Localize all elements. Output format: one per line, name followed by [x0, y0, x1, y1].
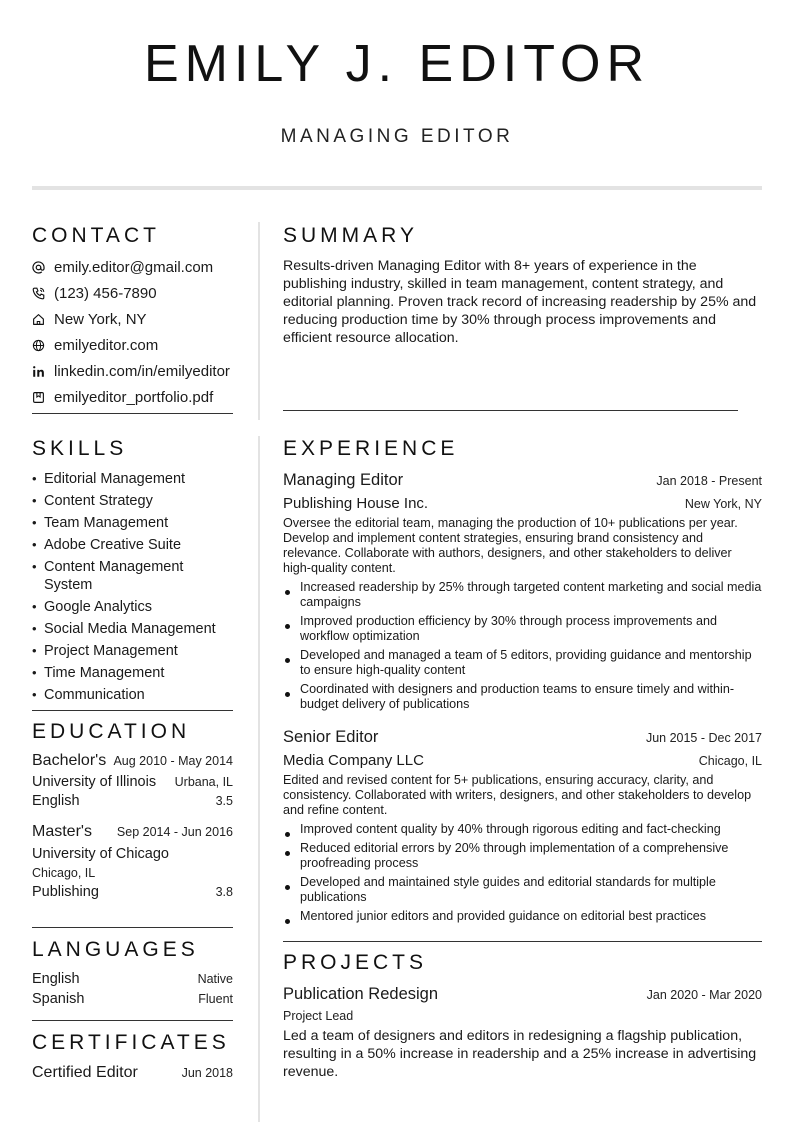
education-field: Publishing — [32, 884, 99, 900]
at-icon — [32, 261, 54, 274]
certificates-section — [32, 1031, 233, 1082]
summary-section — [283, 224, 757, 347]
portfolio-icon — [32, 391, 54, 404]
job-bullet: Developed and maintained style guides and editorial standards for multiple publications — [283, 875, 762, 905]
job-company: Media Company LLC — [283, 752, 424, 769]
skills-divider — [32, 710, 233, 711]
summary-heading: SUMMARY — [283, 224, 418, 247]
contact-location-text: New York, NY — [54, 310, 147, 328]
job-bullet: Coordinated with designers and production teams to ensure timely and within-budget delivery of publications — [283, 682, 762, 712]
project-role: Project Lead — [283, 1009, 354, 1023]
contact-portfolio[interactable] — [32, 384, 234, 410]
job-bullet: Developed and managed a team of 5 editors, providing guidance and mentorship to ensure high-quality content — [283, 648, 762, 678]
job-company: Publishing House Inc. — [283, 495, 429, 512]
contact-portfolio-text: emilyeditor_portfolio.pdf — [54, 388, 214, 406]
education-school: University of Chicago — [32, 846, 169, 862]
skill-item: • Content Management System — [32, 559, 184, 593]
job-description: Oversee the editorial team, managing the production of 10+ publications per year. Develop and implement content strategies, ensuring brand consistency and relevance. Collaborate with authors, designers, and other stakeholders to deliver high-quality content. — [283, 516, 738, 575]
skill-item: • Project Management — [32, 643, 178, 659]
job-location: Chicago, IL — [698, 754, 762, 768]
skill-item: • Social Media Management — [32, 621, 216, 637]
certificates-heading: CERTIFICATES — [32, 1031, 230, 1054]
phone-icon — [32, 287, 54, 300]
job-title: Senior Editor — [283, 728, 379, 746]
projects-heading: PROJECTS — [283, 951, 428, 974]
header-divider — [32, 186, 762, 190]
education-gpa: 3.5 — [215, 794, 233, 808]
contact-email[interactable] — [32, 254, 234, 280]
project-entry — [283, 985, 762, 1081]
resume-job-title: MANAGING EDITOR — [280, 126, 514, 147]
job-bullet: Improved production efficiency by 30% through process improvements and workflow optimization — [283, 614, 762, 644]
education-dates: Aug 2010 - May 2014 — [113, 754, 233, 768]
experience-heading: EXPERIENCE — [283, 437, 459, 460]
skill-item: • Editorial Management — [32, 471, 186, 487]
education-location: Urbana, IL — [174, 775, 233, 789]
education-section — [32, 720, 233, 900]
contact-divider — [32, 413, 233, 414]
project-name: Publication Redesign — [283, 985, 439, 1003]
skill-item: • Google Analytics — [32, 599, 153, 615]
language-item: English Native — [32, 971, 233, 987]
job-entry — [283, 728, 762, 924]
job-dates: Jan 2018 - Present — [656, 474, 762, 488]
education-school: University of Illinois — [32, 774, 157, 790]
skill-item: • Time Management — [32, 665, 165, 681]
column-divider-top — [258, 222, 260, 420]
contact-email-text: emily.editor@gmail.com — [54, 258, 214, 276]
certificate-item: Certified Editor Jun 2018 — [32, 1064, 233, 1081]
linkedin-icon — [32, 365, 54, 378]
project-dates: Jan 2020 - Mar 2020 — [646, 988, 762, 1002]
contact-linkedin[interactable] — [32, 358, 234, 384]
skill-item: • Content Strategy — [32, 493, 153, 509]
skills-list — [32, 470, 234, 704]
experience-divider — [283, 941, 762, 942]
globe-icon — [32, 339, 54, 352]
summary-divider — [283, 410, 738, 411]
experience-section — [283, 437, 762, 924]
languages-divider — [32, 1020, 233, 1021]
skill-item: • Adobe Creative Suite — [32, 537, 182, 553]
job-location: New York, NY — [684, 497, 762, 511]
job-bullet: Improved content quality by 40% through rigorous editing and fact-checking — [283, 822, 762, 837]
job-bullet: Increased readership by 25% through targeted content marketing and social media campaigns — [283, 580, 762, 610]
education-degree: Master's — [32, 823, 92, 840]
education-gpa: 3.8 — [215, 885, 233, 899]
job-entry — [283, 471, 762, 712]
education-location: Chicago, IL — [32, 866, 96, 880]
education-heading: EDUCATION — [32, 720, 191, 743]
skill-item: • Communication — [32, 687, 145, 703]
column-divider-bottom — [258, 436, 260, 1122]
education-entry — [32, 752, 233, 809]
contact-phone-text: (123) 456-7890 — [54, 284, 157, 302]
contact-website-text: emilyeditor.com — [54, 336, 159, 354]
language-item: Spanish Fluent — [32, 991, 233, 1007]
summary-text: Results-driven Managing Editor with 8+ years of experience in the publishing industry, skilled in team management, content strategy, and editorial planning. Proven track record of increasing readership by 25% and reducing production time by 30% through process improvements and efficient resource allocation. — [283, 258, 757, 346]
education-field: English — [32, 793, 80, 809]
skill-item: • Team Management — [32, 515, 169, 531]
education-entry — [32, 823, 233, 900]
contact-linkedin-text: linkedin.com/in/emilyeditor — [54, 362, 230, 380]
contact-section — [32, 224, 234, 414]
skills-section — [32, 437, 234, 708]
resume-name: EMILY J. EDITOR — [143, 35, 651, 93]
job-dates: Jun 2015 - Dec 2017 — [645, 731, 762, 745]
contact-location — [32, 306, 234, 332]
job-title: Managing Editor — [283, 471, 404, 489]
contact-website[interactable] — [32, 332, 234, 358]
languages-section — [32, 938, 233, 1007]
contact-phone[interactable] — [32, 280, 234, 306]
project-description: Led a team of designers and editors in redesigning a flagship publication, resulting in a 50% increase in readership and a 25% increase in advertising revenue. — [283, 1028, 757, 1080]
job-description: Edited and revised content for 5+ publications, ensuring accuracy, clarity, and consistency. Collaborated with writers, designers, and other stakeholders to develop and refine content. — [283, 773, 752, 817]
job-bullet: Mentored junior editors and provided guidance on editorial best practices — [283, 909, 762, 924]
contact-heading: CONTACT — [32, 224, 160, 247]
languages-heading: LANGUAGES — [32, 938, 199, 961]
education-divider — [32, 927, 233, 928]
home-icon — [32, 313, 54, 326]
projects-section — [283, 951, 762, 1081]
job-bullet: Reduced editorial errors by 20% through implementation of a comprehensive proofreading process — [283, 841, 762, 871]
skills-heading: SKILLS — [32, 437, 128, 460]
education-degree: Bachelor's — [32, 752, 107, 769]
education-dates: Sep 2014 - Jun 2016 — [116, 825, 233, 839]
